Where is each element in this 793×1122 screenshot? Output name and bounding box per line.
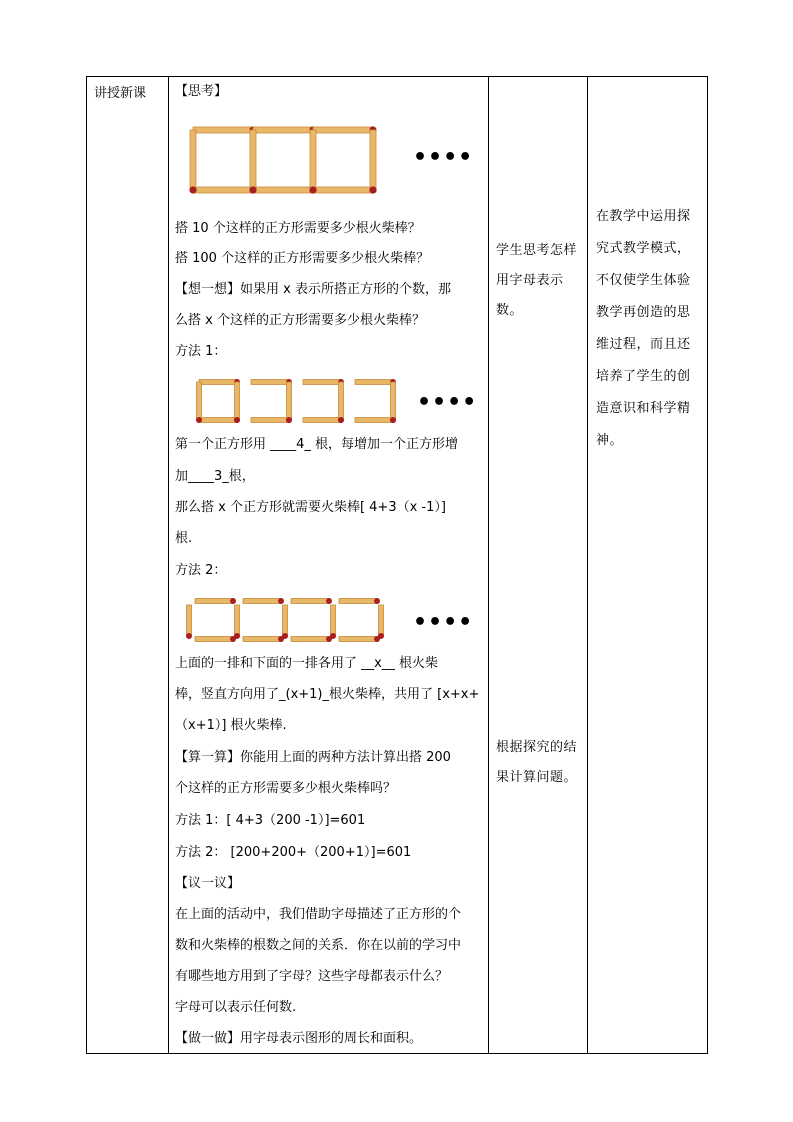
- matchstick: [243, 637, 281, 642]
- matchstick: [199, 418, 237, 423]
- ellipsis-dots: ••••: [413, 145, 474, 170]
- matchstick: [243, 599, 281, 604]
- calc-line-2: 个这样的正方形需要多少根火柴棒吗？: [175, 781, 397, 796]
- calc-method1: 方法 1：[ 4+3（200 -1）]=601: [175, 813, 366, 828]
- table-divider-3: [587, 76, 588, 1054]
- question-100: 搭 100 个这样的正方形需要多少根火柴棒？: [175, 251, 430, 266]
- calc-line-1: 【算一算】你能用上面的两种方法计算出搭 200: [175, 750, 451, 765]
- discuss-title: 【议一议】: [175, 876, 241, 891]
- matchstick: [339, 599, 377, 604]
- matchstick: [313, 127, 373, 133]
- section-label: 讲授新课: [94, 86, 147, 101]
- matchstick: [355, 380, 393, 385]
- discuss-line-4: 字母可以表示任何数.: [175, 1000, 297, 1015]
- matchstick: [235, 382, 240, 420]
- matchstick: [193, 187, 253, 193]
- table-border-top: [86, 76, 708, 77]
- matchstick: [303, 418, 341, 423]
- matchstick: [251, 418, 289, 423]
- matchstick: [313, 187, 373, 193]
- match-head: [286, 417, 292, 423]
- match-head: [186, 633, 192, 639]
- match-head: [234, 417, 240, 423]
- match-head: [330, 633, 336, 639]
- matchstick: [310, 130, 316, 190]
- matchstick: [235, 605, 240, 636]
- matchstick: [287, 382, 292, 420]
- think-title: 【思考】: [175, 84, 228, 99]
- method1-line-4: 根.: [175, 531, 193, 546]
- table-border-right: [707, 76, 708, 1054]
- match-head: [374, 598, 380, 604]
- match-head: [249, 186, 256, 193]
- matchstick: [251, 380, 289, 385]
- matchstick: [195, 637, 233, 642]
- ellipsis-dots: ••••: [417, 390, 478, 415]
- match-head: [230, 598, 236, 604]
- matchstick: [197, 382, 202, 420]
- question-10: 搭 10 个这样的正方形需要多少根火柴棒？: [175, 221, 421, 236]
- table-divider-2: [488, 76, 489, 1054]
- match-head: [278, 598, 284, 604]
- method1-line-3: 那么搭 x 个正方形就需要火柴棒[ 4+3（x -1）]: [175, 500, 446, 515]
- matchstick: [291, 599, 329, 604]
- table-border-left: [86, 76, 87, 1054]
- matchstick: [291, 637, 329, 642]
- method2-title: 方法 2：: [175, 563, 227, 578]
- matchstick: [253, 127, 313, 133]
- discuss-line-2: 数和火柴棒的根数之间的关系．你在以前的学习中: [175, 938, 462, 953]
- match-head: [309, 186, 316, 193]
- student-activity-2: 根据探究的结果计算问题。: [496, 740, 578, 785]
- design-intent: 在教学中运用探究式教学模式，不仅使学生体验教学再创造的思维过程，而且还培养了学生的创造意识和科学精神。: [596, 209, 691, 448]
- matchstick: [253, 187, 313, 193]
- do-it-line: 【做一做】用字母表示图形的周长和面积。: [175, 1031, 423, 1046]
- ellipsis-dots: ••••: [413, 610, 474, 635]
- discuss-line-3: 有哪些地方用到了字母？这些字母都表示什么？: [175, 969, 449, 984]
- matchstick: [283, 605, 288, 636]
- student-activity-1: 学生思考怎样用字母表示数。: [496, 243, 578, 318]
- matchstick: [339, 637, 377, 642]
- matchstick: [339, 382, 344, 420]
- table-divider-1: [168, 76, 169, 1054]
- match-head: [326, 598, 332, 604]
- calc-method2: 方法 2： [200+200+（200+1）]=601: [175, 845, 412, 860]
- match-head: [282, 633, 288, 639]
- match-head: [189, 186, 196, 193]
- method2-line-2: 棒，竖直方向用了_(x+1)_根火柴棒，共用了 [x+x+: [175, 687, 480, 702]
- matchstick: [187, 605, 192, 636]
- method2-line-1: 上面的一排和下面的一排各用了 __x__ 根火柴: [175, 656, 438, 671]
- matchstick-squares-figure: [183, 124, 393, 199]
- matchstick: [303, 380, 341, 385]
- table-border-bottom: [86, 1053, 708, 1054]
- match-head: [234, 633, 240, 639]
- method1-line-1: 第一个正方形用 ____4_ 根，每增加一个正方形增: [175, 437, 459, 452]
- matchstick: [199, 380, 237, 385]
- matchstick: [331, 605, 336, 636]
- match-head: [369, 186, 376, 193]
- think-more-line-1: 【想一想】如果用 x 表示所搭正方形的个数，那: [175, 282, 451, 297]
- method2-line-3: （x+1）] 根火柴棒.: [175, 718, 287, 733]
- match-head: [378, 633, 384, 639]
- match-head: [338, 417, 344, 423]
- discuss-line-1: 在上面的活动中，我们借助字母描述了正方形的个: [175, 907, 462, 922]
- think-more-line-2: 么搭 x 个这样的正方形需要多少根火柴棒？: [175, 313, 425, 328]
- match-head: [390, 417, 396, 423]
- method2-figure: [181, 593, 401, 648]
- matchstick: [190, 130, 196, 190]
- matchstick: [370, 130, 376, 190]
- matchstick: [355, 418, 393, 423]
- matchstick: [195, 599, 233, 604]
- matchstick: [379, 605, 384, 636]
- matchstick: [250, 130, 256, 190]
- matchstick: [391, 382, 396, 420]
- method1-title: 方法 1：: [175, 344, 227, 359]
- match-head: [196, 417, 202, 423]
- method1-figure: [193, 374, 423, 424]
- matchstick: [193, 127, 253, 133]
- method1-line-2: 加____3_根，: [175, 469, 255, 484]
